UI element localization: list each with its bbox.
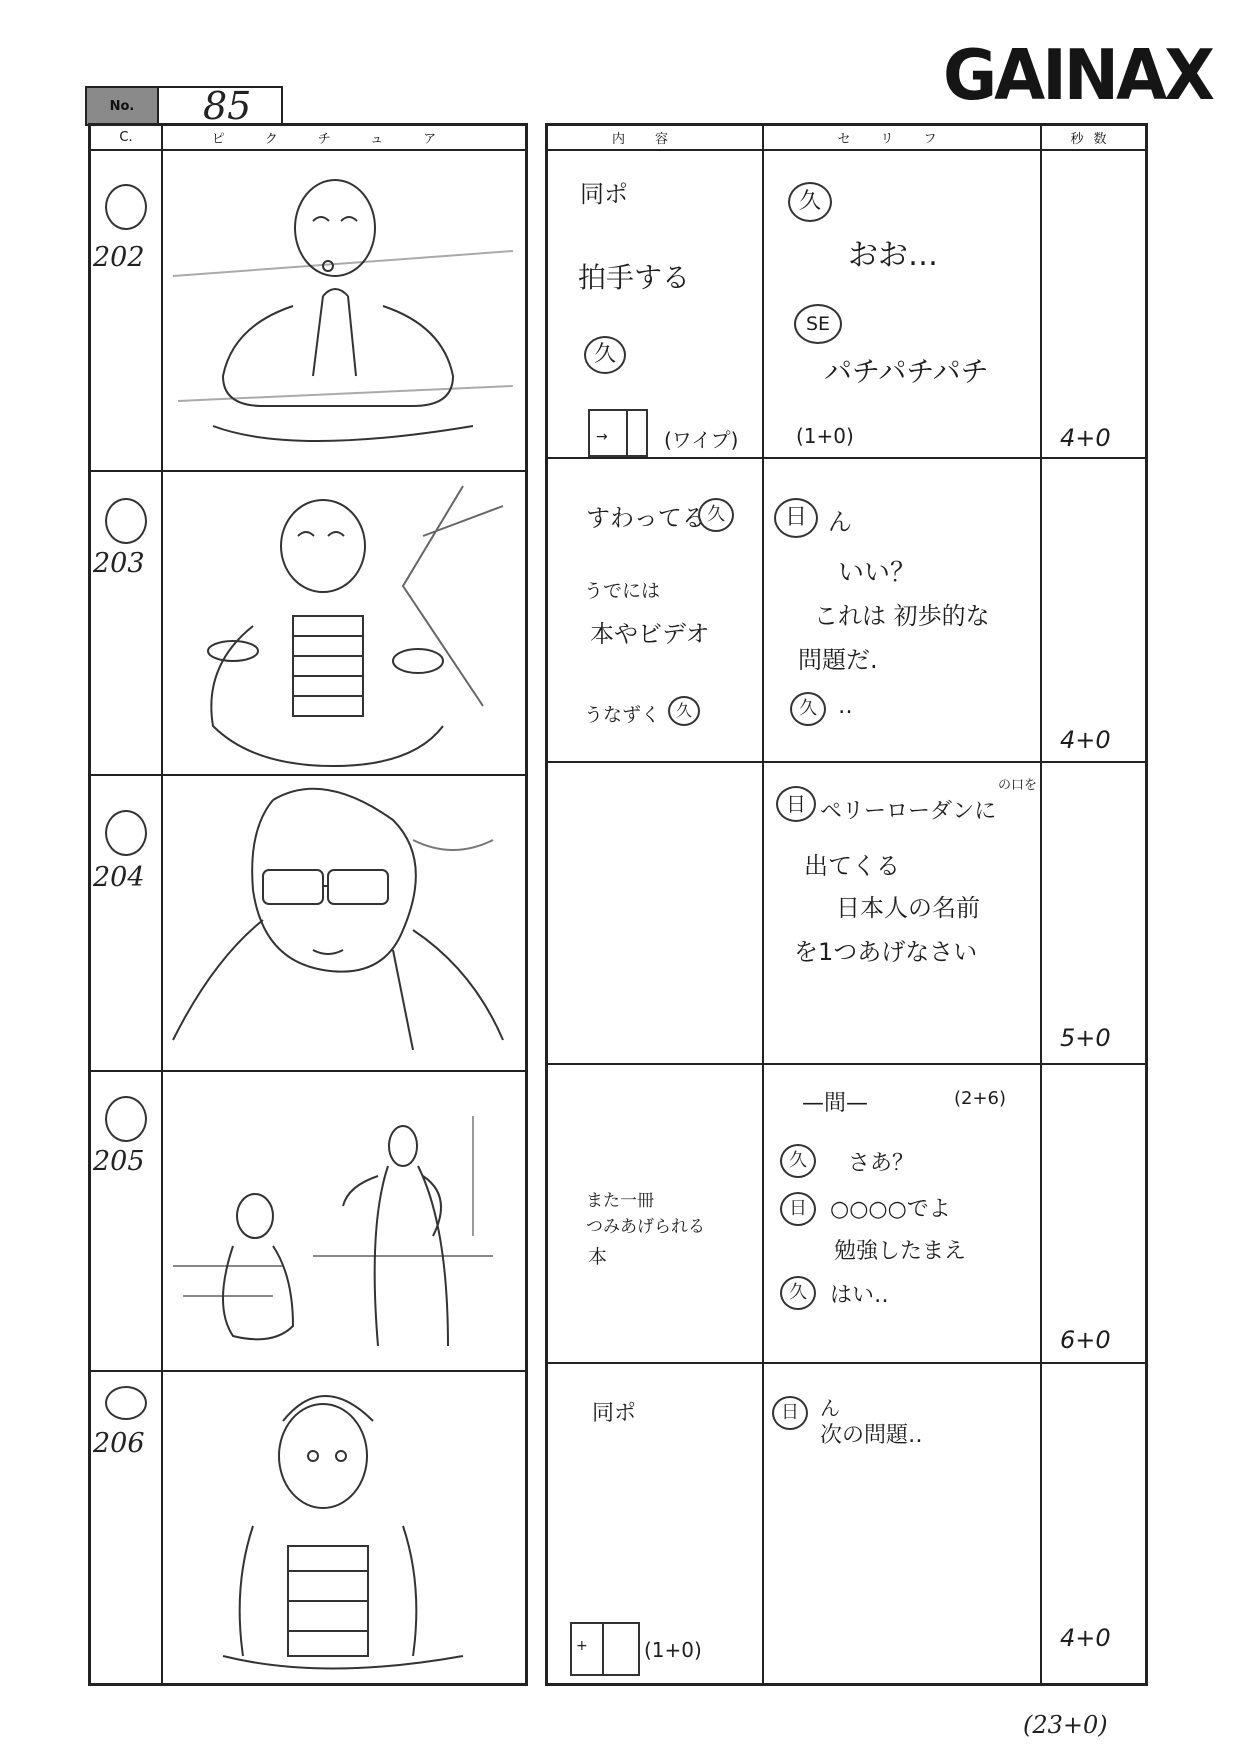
gainax-logo: GAINAX [943, 35, 1213, 116]
content-note: つみあげられる [586, 1217, 705, 1237]
content-note: 同ポ [580, 180, 628, 208]
wipe-mark: → [588, 409, 648, 457]
dialogue-line: 日本人の名前 [836, 894, 980, 922]
dialogue-line: —間— [802, 1091, 869, 1116]
character-tag: 久 [668, 696, 700, 726]
seconds-value: 6+0 [1060, 1326, 1111, 1354]
dialogue-line: ‥ [838, 694, 853, 719]
cut-circle [105, 810, 147, 856]
header-seconds: 秒数 [1042, 126, 1145, 151]
content-note: うなずく [584, 704, 661, 726]
content-note: 本やビデオ [590, 620, 710, 648]
dialogue-line: 問題だ. [798, 646, 878, 674]
sheet-number-label: No. [87, 88, 159, 124]
sheet-number-box [85, 86, 283, 126]
speaker-tag: 日 [776, 786, 816, 822]
picture-table [88, 123, 528, 1686]
seconds-value: 4+0 [1060, 424, 1111, 452]
header-dialogue: セリフ [764, 126, 1040, 151]
speaker-tag: 日 [772, 1396, 808, 1430]
timing-note: (2+6) [954, 1088, 1007, 1109]
panel-sketch [163, 780, 525, 1066]
row-divider [548, 1362, 1145, 1364]
dialogue-line: さあ？ [848, 1151, 915, 1176]
cut-circle [105, 498, 147, 544]
header-content: 内容 [548, 126, 762, 151]
dialogue-line: ペリーローダンに [820, 799, 997, 824]
seconds-value: 4+0 [1060, 726, 1111, 754]
dialogue-note: の口を [998, 778, 1038, 793]
dialogue-line: ん [820, 1396, 840, 1420]
content-note: 同ポ [592, 1401, 637, 1426]
content-note: 本 [588, 1246, 608, 1268]
header-cut: C. [91, 126, 161, 151]
sfx-tag: SE [794, 304, 842, 344]
cut-number-cell [91, 1372, 161, 1684]
cut-number: 205 [93, 1146, 145, 1177]
dialogue-line: 出てくる [804, 852, 900, 880]
cut-number: 203 [93, 548, 145, 579]
cut-number-cell [91, 1072, 161, 1370]
cut-number: 202 [93, 242, 145, 273]
row-divider [548, 1063, 1145, 1065]
cut-circle [105, 184, 147, 230]
cut-number-cell [91, 152, 161, 470]
dialogue-line: おお… [848, 238, 938, 273]
header-picture: ピクチュア [163, 126, 525, 151]
content-note: うでには [584, 580, 661, 602]
panel-sketch [163, 156, 525, 466]
cut-number-cell [91, 776, 161, 1070]
panel-sketch [163, 476, 525, 770]
cut-number: 206 [93, 1428, 145, 1459]
content-note: すわってる [586, 504, 706, 532]
dialogue-line: いい？ [838, 558, 917, 588]
speaker-tag: 久 [780, 1144, 816, 1178]
dialogue-line: これは 初歩的な [814, 602, 990, 630]
panel-sketch [163, 1376, 525, 1680]
speaker-tag: 久 [788, 182, 832, 222]
seconds-value: 5+0 [1060, 1024, 1111, 1052]
script-table [545, 123, 1148, 1686]
transition-note: (ワイプ) [664, 428, 739, 452]
cut-number-cell [91, 472, 161, 774]
dialogue-line: ん [828, 508, 852, 536]
dialogue-line: ○○○○でよ [830, 1197, 951, 1222]
dialogue-line: を1つあげなさい [794, 938, 978, 966]
content-note: 拍手する [578, 261, 691, 294]
timing-note: (1+0) [796, 424, 854, 448]
dialogue-line: 次の問題‥ [820, 1423, 923, 1448]
sheet-number-value: 85 [203, 84, 252, 128]
wipe-mark: + [570, 1622, 640, 1676]
page-total-time: (23+0) [1023, 1711, 1108, 1739]
speaker-tag: 久 [790, 692, 826, 726]
panel-sketch [163, 1076, 525, 1366]
character-tag: 久 [698, 498, 734, 532]
cut-circle [105, 1096, 147, 1142]
dialogue-line: パチパチパチ [824, 355, 989, 388]
cut-circle [105, 1386, 147, 1420]
character-tag: 久 [584, 336, 626, 374]
speaker-tag: 日 [780, 1192, 816, 1226]
column-divider [1040, 126, 1042, 1683]
dialogue-line: 勉強したまえ [834, 1239, 967, 1264]
dialogue-line: はい‥ [830, 1283, 889, 1308]
speaker-tag: 久 [780, 1276, 816, 1310]
row-divider [548, 761, 1145, 763]
content-note: また一冊 [586, 1191, 654, 1211]
column-divider [762, 126, 764, 1683]
row-divider [548, 457, 1145, 459]
seconds-value: 4+0 [1060, 1624, 1111, 1652]
speaker-tag: 日 [774, 498, 818, 538]
cut-number: 204 [93, 862, 145, 893]
transition-note: (1+0) [644, 1638, 702, 1662]
